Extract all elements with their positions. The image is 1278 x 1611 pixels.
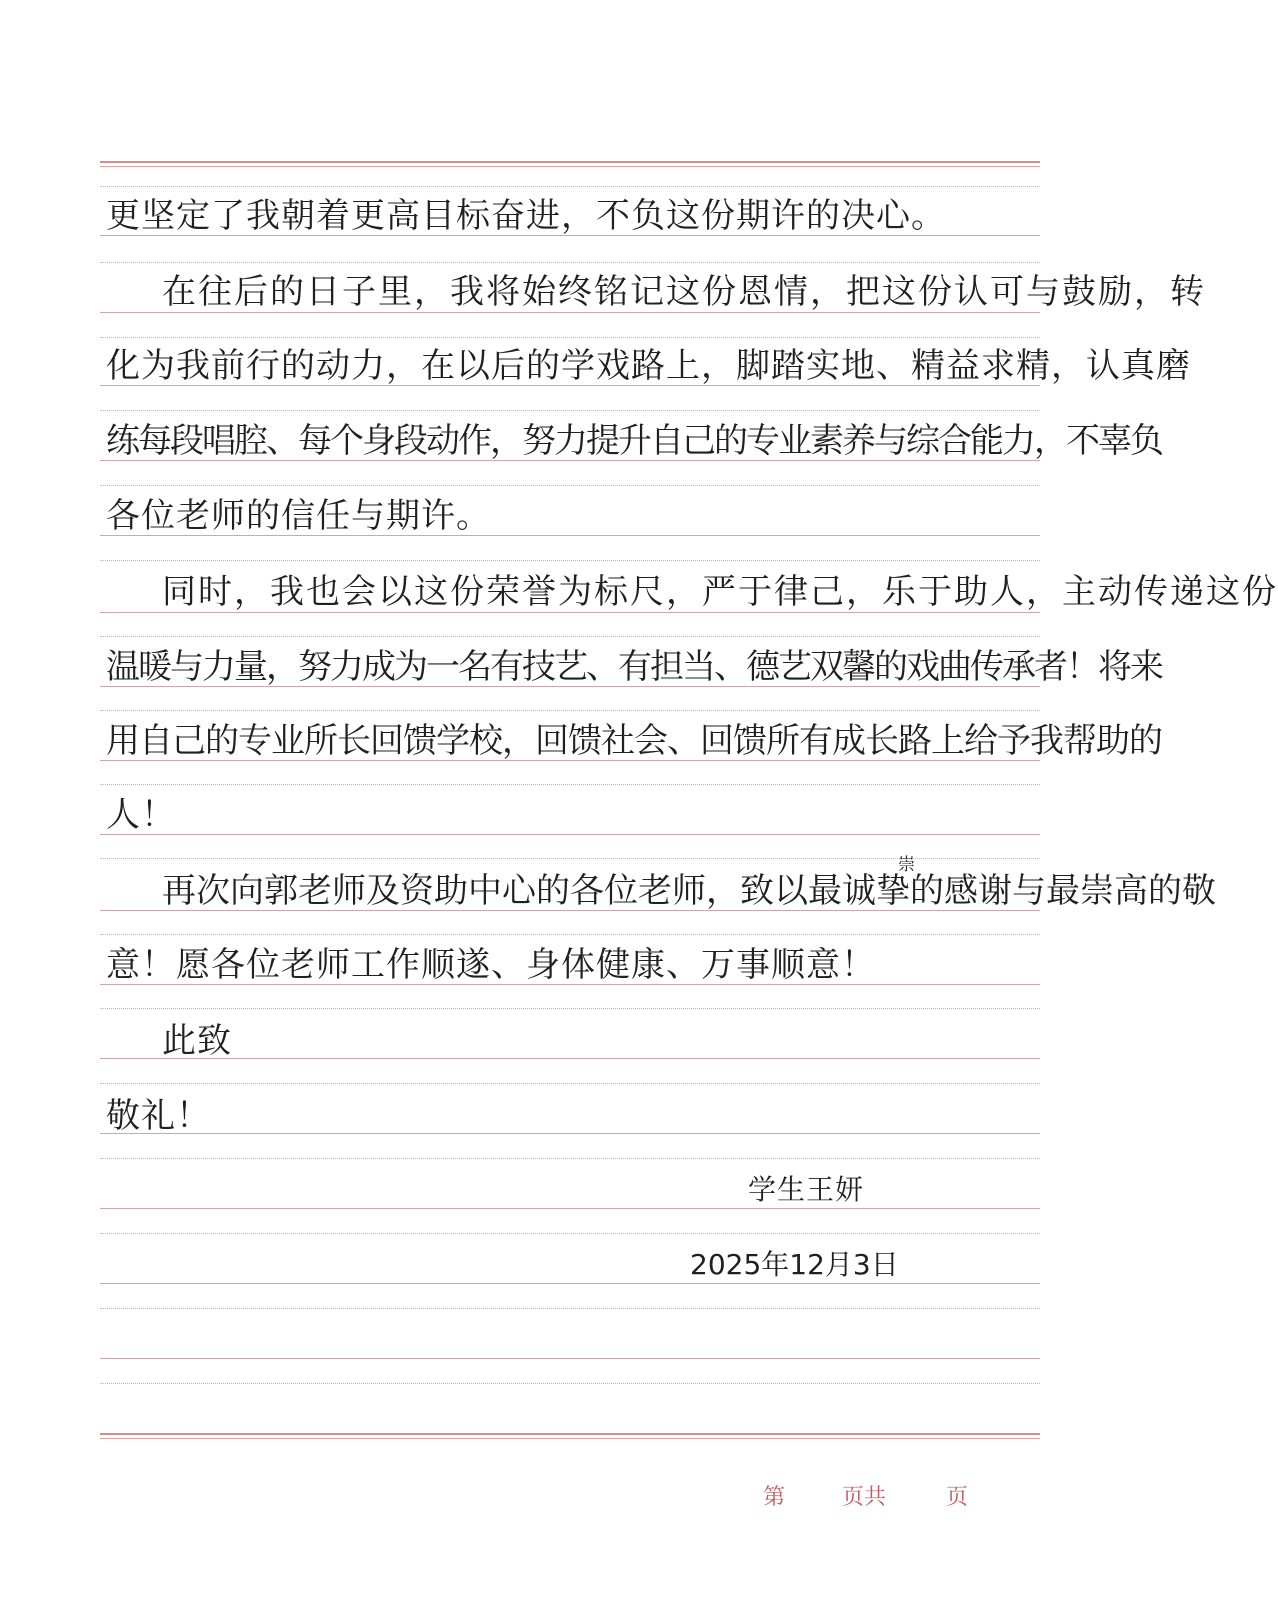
salutation-line: 敬礼！ [106,1096,211,1136]
guide-line [100,1008,1040,1009]
letter-line: 同时，我也会以这份荣誉为标尺，严于律己，乐于助人，主动传递这份 [162,572,1278,612]
writing-line [100,612,1040,613]
letter-line: 人！ [106,795,176,835]
letter-line: 各位老师的信任与期许。 [106,496,491,536]
guide-line [100,1383,1040,1384]
page-end-label: 页 [946,1485,969,1510]
guide-line [100,485,1040,486]
guide-line [100,262,1040,263]
guide-line [100,784,1040,785]
letter-line: 再次向郭老师及资助中心的各位老师，致以最诚挚的感谢与最崇高的敬 [162,871,1216,911]
letter-line: 意！愿各位老师工作顺遂、身体健康、万事顺意！ [106,945,876,985]
page-number-label: 第 [763,1485,786,1510]
guide-line [100,934,1040,935]
signature: 学生王妍 [748,1173,865,1206]
writing-line [100,1358,1040,1359]
guide-line [100,1083,1040,1084]
guide-line [100,1308,1040,1309]
writing-line [100,1283,1040,1284]
writing-line [100,834,1040,835]
letter-line: 练每段唱腔、每个身段动作，努力提升自己的专业素养与综合能力，不辜负 [106,421,1162,461]
guide-line [100,710,1040,711]
guide-line [100,337,1040,338]
closing-line: 此致 [162,1021,232,1061]
guide-line [100,186,1040,187]
page-total-label: 页共 [842,1485,887,1510]
letter-line: 温暖与力量，努力成为一名有技艺、有担当、德艺双馨的戏曲传承者！将来 [106,647,1162,687]
letter-line: 用自己的专业所长回馈学校，回馈社会、回馈所有成长路上给予我帮助的 [106,721,1162,761]
writing-line [100,1058,1040,1059]
guide-line [100,1158,1040,1159]
letter-line: 化为我前行的动力，在以后的学戏路上，脚踏实地、精益求精，认真磨 [106,346,1191,386]
correction-mark: 崇 [898,855,915,875]
top-double-rule [100,161,1040,167]
writing-line [100,312,1040,313]
writing-line [100,1133,1040,1134]
guide-line [100,560,1040,561]
guide-line [100,636,1040,637]
writing-line [100,1208,1040,1209]
guide-line [100,1233,1040,1234]
letter-date: 2025年12月3日 [690,1248,899,1281]
letter-line: 在往后的日子里，我将始终铭记这份恩情，把这份认可与鼓励，转 [162,272,1206,312]
guide-line [100,410,1040,411]
letter-line: 更坚定了我朝着更高目标奋进，不负这份期许的决心。 [106,196,946,236]
bottom-double-rule [100,1433,1040,1439]
